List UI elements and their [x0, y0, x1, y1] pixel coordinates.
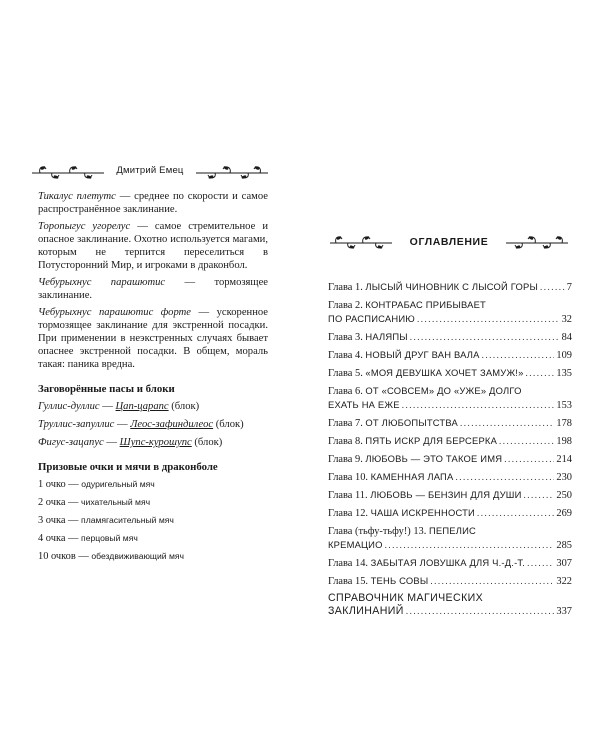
chapter-title: ЛЫСЫЙ ЧИНОВНИК С ЛЫСОЙ ГОРЫ	[365, 281, 538, 292]
chapter-title: КАМЕННАЯ ЛАПА	[370, 471, 454, 482]
chapter-label: Глава 12.	[328, 508, 368, 519]
chapter-label: Глава 10.	[328, 472, 368, 483]
prize-ball: чихательный мяч	[81, 497, 151, 507]
spell-paragraph	[38, 190, 268, 216]
chapter-title-cont: ПО РАСПИСАНИЮ	[328, 313, 415, 324]
passes-heading: Заговорённые пасы и блоки	[38, 383, 175, 395]
pass-line: Труллис-запуллис — Леос-зафиндилеос (блок)	[38, 419, 244, 430]
prize-points: 3 очка	[38, 515, 66, 526]
chapter-label: Глава 9.	[328, 454, 363, 465]
chapter-title: ПЕПЕЛИС	[428, 525, 476, 536]
leader-dots	[540, 281, 565, 294]
page-number: 32	[561, 314, 572, 325]
pass-name: Гуллис-дуллис	[38, 401, 100, 412]
spell-desc: — самое стремительное и опасное заклинание. Охотно используется магами, которым не терпится переселиться в Потусторонний Мир, и игроками в драконбол.	[38, 221, 268, 271]
leader-dots	[504, 453, 554, 466]
page-number: 230	[556, 472, 572, 483]
toc-title: ОГЛАВЛЕНИЕ	[409, 236, 489, 248]
leader-dots	[417, 313, 560, 326]
leader-dots	[460, 417, 554, 430]
page-number: 307	[556, 558, 572, 569]
vine-ornament-right-icon	[194, 163, 270, 181]
chapter-title: НОВЫЙ ДРУГ ВАН ВАЛА	[365, 349, 480, 360]
prize-line: 3 очка — пламягасительный мяч	[38, 515, 174, 526]
spell-desc: — ускоренное тормозящее заклинание для экстренной посадки. При применении в неэкстренных случаях бывает опаснее экстренной посадки. В общем, мораль такая: паника вредна.	[38, 307, 268, 370]
running-head	[30, 160, 270, 184]
block-note: (блок)	[213, 419, 244, 430]
page-number: 7	[566, 282, 572, 293]
toc-entry[interactable]	[328, 506, 572, 520]
spell-desc: — среднее по скорости и самое распространённое заклинание.	[38, 191, 268, 215]
chapter-title: ЛЮБОВЬ — БЕНЗИН ДЛЯ ДУШИ	[370, 489, 522, 500]
leader-dots	[402, 399, 555, 412]
prize-points: 10 очков	[38, 551, 76, 562]
prize-ball: перцовый мяч	[81, 533, 138, 543]
block-name: Шупс-курошупс	[119, 437, 192, 448]
toc-header	[328, 233, 570, 253]
leader-dots	[526, 367, 555, 380]
chapter-label: Глава (тьфу-тьфу!) 13.	[328, 526, 427, 537]
prize-line: 10 очков — обездвиживающий мяч	[38, 551, 185, 562]
page-number: 214	[556, 454, 572, 465]
spell-paragraph	[38, 220, 268, 272]
chapter-title: «МОЯ ДЕВУШКА ХОЧЕТ ЗАМУЖ!»	[365, 367, 524, 378]
vine-ornament-right-icon	[504, 234, 570, 252]
chapter-title: НАЛЯПЫ	[365, 331, 408, 342]
leader-dots	[406, 605, 555, 618]
leader-dots	[482, 349, 555, 362]
chapter-title: ОТ ЛЮБОПЫТСТВА	[365, 417, 458, 428]
prize-points: 1 очко	[38, 479, 66, 490]
chapter-label: Глава 3.	[328, 332, 363, 343]
pass-line: Фигус-зацапус — Шупс-курошупс (блок)	[38, 437, 223, 448]
block-note: (блок)	[191, 437, 223, 448]
pass-line: Гуллис-дуллис — Цап-царапс (блок)	[38, 401, 200, 412]
toc-entry[interactable]	[328, 348, 572, 362]
pass-name: Труллис-запуллис	[38, 419, 115, 430]
author-name: Дмитрий Емец	[116, 165, 184, 176]
spell-name: Торопыгус угорелус	[38, 221, 131, 232]
spell-paragraph	[38, 276, 268, 302]
leader-dots	[477, 507, 554, 520]
leader-dots	[524, 489, 555, 502]
appendix-title: СПРАВОЧНИК МАГИЧЕСКИХ	[328, 592, 484, 604]
toc-entry[interactable]	[328, 556, 572, 570]
spell-desc: — тормозящее заклинание.	[38, 277, 268, 301]
leader-dots	[527, 557, 554, 570]
page-number: 337	[556, 606, 572, 617]
page-number: 269	[556, 508, 572, 519]
page-number: 135	[556, 368, 572, 379]
leader-dots	[410, 331, 560, 344]
page-number: 109	[556, 350, 572, 361]
spell-paragraph	[38, 306, 268, 371]
toc-entry[interactable]	[328, 488, 572, 502]
page-number: 84	[561, 332, 572, 343]
prize-line: 1 очко — одуригельный мяч	[38, 479, 155, 490]
chapter-label: Глава 5.	[328, 368, 363, 379]
chapter-label: Глава 4.	[328, 350, 363, 361]
prizes-heading: Призовые очки и мячи в драконболе	[38, 461, 218, 473]
spell-name: Чебурыхнус парашютис	[38, 277, 166, 288]
chapter-title: ЛЮБОВЬ — ЭТО ТАКОЕ ИМЯ	[365, 453, 503, 464]
toc-entry[interactable]	[328, 330, 572, 344]
leader-dots	[385, 539, 555, 552]
chapter-title: ЧАША ИСКРЕННОСТИ	[370, 507, 475, 518]
chapter-label: Глава 11.	[328, 490, 368, 501]
chapter-label: Глава 2.	[328, 300, 363, 311]
prize-ball: обездвиживающий мяч	[91, 551, 185, 561]
page-number: 285	[556, 540, 572, 551]
page-number: 198	[556, 436, 572, 447]
chapter-title: ПЯТЬ ИСКР ДЛЯ БЕРСЕРКА	[365, 435, 498, 446]
chapter-label: Глава 14.	[328, 558, 368, 569]
chapter-title: ТЕНЬ СОВЫ	[370, 575, 429, 586]
chapter-label: Глава 7.	[328, 418, 363, 429]
toc-entry[interactable]	[328, 280, 572, 294]
chapter-title: ЗАБЫТАЯ ЛОВУШКА ДЛЯ Ч.-Д.-Т.	[370, 557, 526, 568]
leader-dots	[455, 471, 554, 484]
chapter-label: Глава 6.	[328, 386, 363, 397]
toc-entry[interactable]	[328, 574, 572, 588]
toc-entry[interactable]	[328, 366, 572, 380]
block-note: (блок)	[168, 401, 200, 412]
toc-entry[interactable]	[328, 470, 572, 484]
right-page	[300, 0, 600, 750]
prize-ball: пламягасительный мяч	[81, 515, 174, 525]
pass-name: Фигус-зацапус	[38, 437, 104, 448]
chapter-label: Глава 1.	[328, 282, 363, 293]
leader-dots	[430, 575, 554, 588]
page-number: 322	[556, 576, 572, 587]
toc-entry[interactable]	[328, 434, 572, 448]
prize-points: 2 очка	[38, 497, 66, 508]
chapter-label: Глава 8.	[328, 436, 363, 447]
table-of-contents	[328, 280, 572, 622]
leader-dots	[499, 435, 554, 448]
spell-name: Тикалус плетутс	[38, 191, 116, 202]
chapter-title: КОНТРАБАС ПРИБЫВАЕТ	[365, 299, 486, 310]
page-number: 178	[556, 418, 572, 429]
prize-line: 4 очка — перцовый мяч	[38, 533, 138, 544]
toc-entry[interactable]	[328, 298, 572, 326]
left-page-body	[38, 190, 268, 568]
prize-ball: одуригельный мяч	[81, 479, 155, 489]
block-name: Леос-зафиндилеос	[130, 419, 214, 430]
page-number: 250	[556, 490, 572, 501]
prize-line: 2 очка — чихательный мяч	[38, 497, 151, 508]
chapter-title: ОТ «СОВСЕМ» ДО «УЖЕ» ДОЛГО	[365, 385, 522, 396]
toc-entry[interactable]	[328, 384, 572, 412]
page-number: 153	[556, 400, 572, 411]
chapter-title-cont: КРЕМАЦИО	[328, 539, 383, 550]
spell-name: Чебурыхнус парашютис форте	[38, 307, 191, 318]
prize-points: 4 очка	[38, 533, 66, 544]
toc-entry-appendix[interactable]	[328, 592, 572, 618]
toc-entry[interactable]	[328, 416, 572, 430]
block-name: Цап-царапс	[115, 401, 169, 412]
toc-entry[interactable]	[328, 524, 572, 552]
chapter-title-cont: ЕХАТЬ НА ЕЖЕ	[328, 399, 400, 410]
chapter-label: Глава 15.	[328, 576, 368, 587]
toc-entry[interactable]	[328, 452, 572, 466]
appendix-title-cont: ЗАКЛИНАНИЙ	[328, 605, 404, 617]
